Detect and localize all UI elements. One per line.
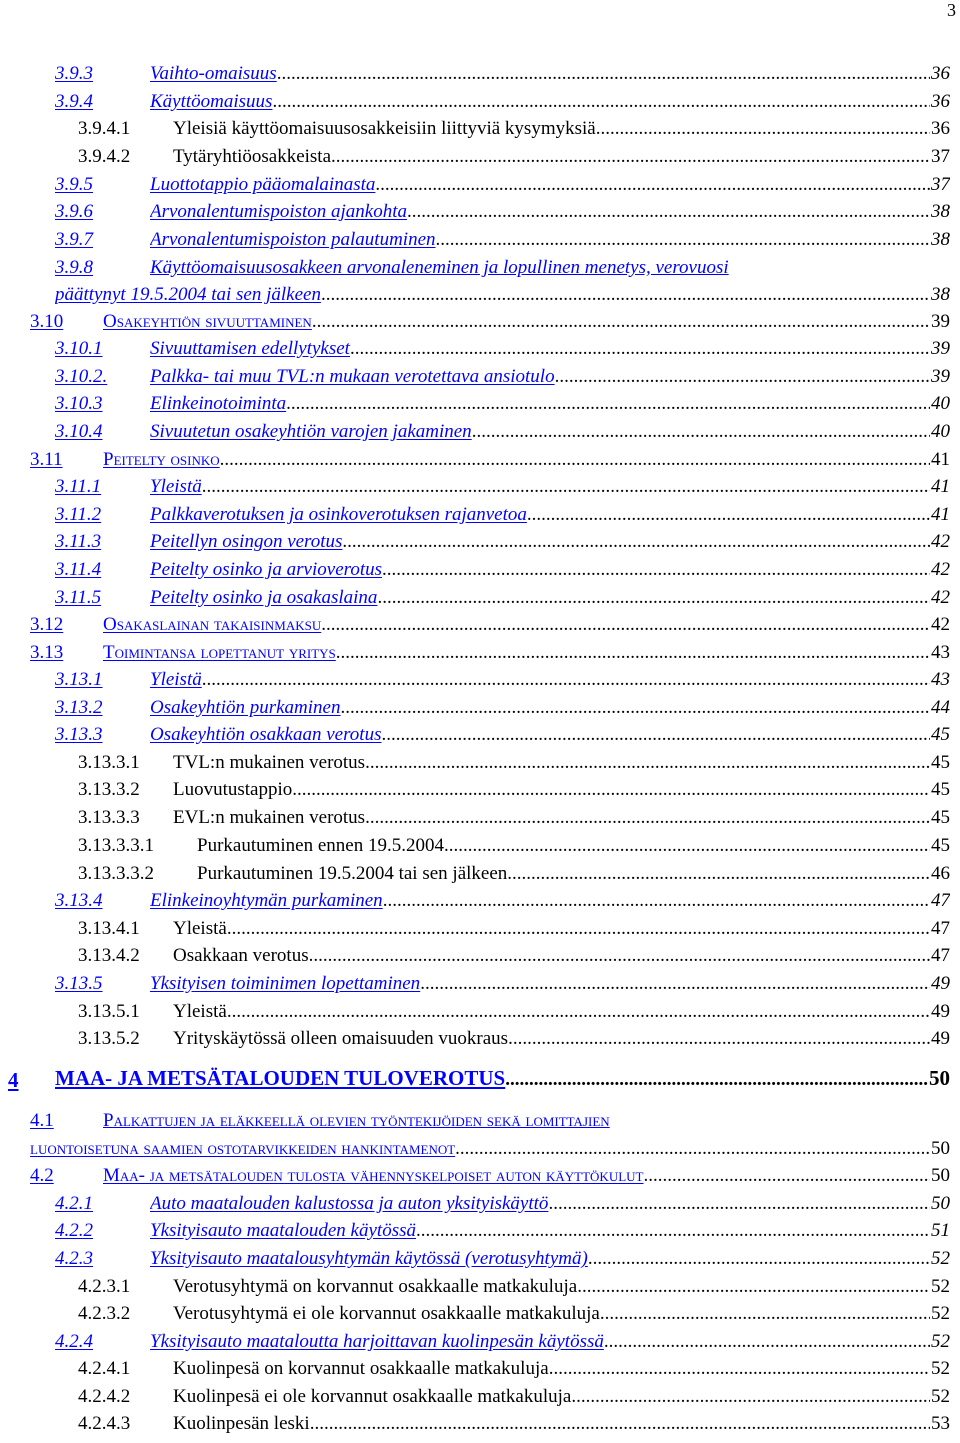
toc-entry-title[interactable]: Peitelty osinko: [103, 449, 220, 470]
dot-leader: [336, 642, 930, 664]
toc-entry-title[interactable]: luontoisetuna saamien ostotarvikkeiden hankintamenot: [30, 1138, 456, 1159]
toc-entry-title[interactable]: Yksityisauto maataloutta harjoittavan kuolinpesän käytössä: [150, 1331, 604, 1352]
dot-leader: [555, 366, 930, 388]
toc-entry-page-number: 49: [931, 1001, 950, 1022]
dot-leader: [342, 531, 930, 553]
toc-entry-title[interactable]: Osakeyhtiön purkaminen: [150, 697, 341, 718]
toc-entry[interactable]: [0, 227, 960, 253]
dot-leader: [220, 449, 930, 471]
toc-entry-page-number: 37: [931, 174, 950, 195]
toc-entry-number[interactable]: 3.13.3: [55, 724, 103, 745]
dot-leader: [527, 504, 930, 526]
toc-entry-number[interactable]: 3.9.5: [55, 174, 93, 195]
dot-leader: [381, 724, 930, 746]
toc-entry-page-number: 49: [931, 1028, 950, 1049]
dot-leader: [577, 1276, 930, 1298]
toc-entry-title[interactable]: Osakeyhtiön sivuuttaminen: [103, 311, 312, 332]
toc-entry-page-number: 47: [931, 945, 950, 966]
toc-entry[interactable]: [0, 502, 960, 528]
toc-entry-title: Verotusyhtymä ei ole korvannut osakkaalle matkakuluja: [173, 1303, 600, 1324]
toc-entry: [0, 1384, 960, 1410]
dot-leader: [377, 587, 930, 609]
toc-entry-page-number: 50: [931, 1193, 950, 1214]
toc-entry-title: Osakkaan verotus: [173, 945, 309, 966]
toc-entry: [0, 144, 960, 170]
toc-entry-page-number: 45: [931, 779, 950, 800]
toc-entry-page-number: 43: [931, 669, 950, 690]
toc-entry-number: 4.2.4.2: [78, 1386, 131, 1407]
toc-entry-page-number: 52: [931, 1358, 950, 1379]
toc-entry-title: Purkautuminen ennen 19.5.2004: [197, 835, 444, 856]
toc-entry: [0, 805, 960, 831]
toc-entry-number[interactable]: 3.11.2: [55, 504, 102, 525]
toc-entry[interactable]: [0, 1067, 960, 1093]
dot-leader: [436, 229, 930, 251]
toc-entry-title: Kuolinpesä ei ole korvannut osakkaalle matkakuluja: [173, 1386, 572, 1407]
toc-entry-number: 3.9.4.1: [78, 118, 131, 139]
toc-entry-title[interactable]: Palkka- tai muu TVL:n mukaan verotettava ansiotulo: [150, 366, 555, 387]
toc-entry-page-number: 39: [931, 311, 950, 332]
toc-entry-title: Yleisiä käyttöomaisuusosakkeisiin liittyviä kysymyksiä: [173, 118, 596, 139]
toc-entry-number: 3.13.4.1: [78, 918, 140, 939]
toc-entry: [0, 777, 960, 803]
toc-entry-number[interactable]: 3.9.7: [55, 229, 93, 250]
toc-entry[interactable]: [0, 1329, 960, 1355]
toc-entry-title[interactable]: Peitelty osinko ja osakaslaina: [150, 587, 378, 608]
dot-leader: [365, 752, 930, 774]
dot-leader: [505, 1069, 928, 1091]
toc-entry[interactable]: [0, 447, 960, 473]
toc-entry[interactable]: [0, 61, 960, 87]
toc-entry-number[interactable]: 4: [8, 1068, 19, 1092]
dot-leader: [507, 863, 930, 885]
toc-entry-page-number: 46: [931, 863, 950, 884]
toc-entry-number[interactable]: 3.10.4: [55, 421, 103, 442]
dot-leader: [309, 945, 930, 967]
toc-entry-page-number: 42: [931, 614, 950, 635]
toc-entry-title: Yrityskäytössä olleen omaisuuden vuokraus: [173, 1028, 509, 1049]
toc-entry-page-number: 52: [931, 1386, 950, 1407]
toc-entry: [0, 1026, 960, 1052]
dot-leader: [310, 1413, 930, 1435]
toc-entry-title: Yleistä: [173, 1001, 227, 1022]
toc-entry-number[interactable]: 4.2: [30, 1165, 54, 1186]
dot-leader: [549, 1358, 930, 1380]
toc-entry-page-number: 38: [931, 201, 950, 222]
toc-entry-number: 4.2.3.1: [78, 1276, 131, 1297]
toc-entry-page-number: 50: [931, 1165, 950, 1186]
toc-entry[interactable]: [0, 336, 960, 362]
toc-entry-title[interactable]: Maa- ja metsätalouden tulosta vähennyskelpoiset auton käyttökulut: [103, 1165, 644, 1186]
toc-entry[interactable]: [0, 1218, 960, 1244]
toc-entry-title: Kuolinpesän leski: [173, 1413, 310, 1434]
toc-entry-page-number: 50: [931, 1138, 950, 1159]
toc-entry-page-number: 42: [931, 587, 950, 608]
dot-leader: [321, 284, 930, 306]
toc-entry[interactable]: [0, 419, 960, 445]
toc-entry-title[interactable]: Yleistä: [150, 476, 202, 497]
toc-entry-title[interactable]: Osakaslainan takaisinmaksu: [103, 614, 322, 635]
dot-leader: [444, 835, 930, 857]
toc-entry[interactable]: [0, 529, 960, 555]
toc-entry-title[interactable]: Palkkaverotuksen ja osinkoverotuksen rajanvetoa: [150, 504, 527, 525]
toc-entry[interactable]: [0, 1136, 960, 1162]
toc-entry-title[interactable]: Toimintansa lopettanut yritys: [103, 642, 336, 663]
toc-entry-page-number: 51: [931, 1220, 950, 1241]
dot-leader: [600, 1303, 930, 1325]
toc-entry-number[interactable]: 3.11.3: [55, 531, 102, 552]
dot-leader: [202, 669, 930, 691]
toc-entry-page-number: 41: [931, 476, 950, 497]
toc-entry-title[interactable]: päättynyt 19.5.2004 tai sen jälkeen: [55, 284, 321, 305]
page-number: 3: [947, 0, 956, 20]
toc-entry-first-line[interactable]: [0, 255, 960, 281]
toc-entry[interactable]: [0, 1191, 960, 1217]
toc-entry-page-number: 45: [931, 835, 950, 856]
toc-entry-page-number: 52: [931, 1248, 950, 1269]
dot-leader: [227, 1001, 930, 1023]
toc-entry-number: 3.13.3.1: [78, 752, 140, 773]
toc-entry-number: 3.13.3.3.2: [78, 863, 154, 884]
toc-entry-title: Luovutustappio: [173, 779, 293, 800]
toc-entry-number: 4.2.3.2: [78, 1303, 131, 1324]
dot-leader: [202, 476, 930, 498]
toc-entry-page-number: 43: [931, 642, 950, 663]
dot-leader: [382, 559, 930, 581]
toc-entry-title: Verotusyhtymä on korvannut osakkaalle matkakuluja: [173, 1276, 578, 1297]
toc-entry-number[interactable]: 3.13.2: [55, 697, 103, 718]
toc-entry[interactable]: [0, 971, 960, 997]
toc-entry-title: Purkautuminen 19.5.2004 tai sen jälkeen: [197, 863, 508, 884]
dot-leader: [292, 779, 930, 801]
toc-entry-page-number: 42: [931, 559, 950, 580]
toc-entry: [0, 999, 960, 1025]
toc-entry-title[interactable]: Käyttöomaisuusosakkeen arvonaleneminen ja lopullinen menetys, verovuosi: [150, 257, 729, 278]
toc-entry-number[interactable]: 3.9.3: [55, 63, 93, 84]
dot-leader: [643, 1165, 930, 1187]
dot-leader: [350, 338, 930, 360]
toc-entry[interactable]: [0, 282, 960, 308]
toc-entry[interactable]: [0, 1246, 960, 1272]
toc-entry-page-number: 52: [931, 1276, 950, 1297]
dot-leader: [420, 973, 930, 995]
toc-entry[interactable]: [0, 722, 960, 748]
dot-leader: [604, 1331, 930, 1353]
toc-entry[interactable]: [0, 474, 960, 500]
toc-entry-number[interactable]: 4.1: [30, 1110, 54, 1131]
toc-entry-title[interactable]: Luottotappio pääomalainasta: [150, 174, 376, 195]
toc-entry: [0, 116, 960, 142]
toc-entry-page-number: 45: [931, 752, 950, 773]
toc-entry[interactable]: [0, 640, 960, 666]
dot-leader: [312, 311, 930, 333]
toc-entry-number[interactable]: 3.11.1: [55, 476, 102, 497]
toc-entry[interactable]: [0, 667, 960, 693]
dot-leader: [571, 1386, 930, 1408]
toc-entry-page-number: 40: [931, 393, 950, 414]
toc-entry-title[interactable]: Elinkeinoyhtymän purkaminen: [150, 890, 383, 911]
toc-entry[interactable]: [0, 888, 960, 914]
dot-leader: [272, 91, 930, 113]
toc-entry-title: Yleistä: [173, 918, 227, 939]
toc-entry-number[interactable]: 3.9.6: [55, 201, 93, 222]
toc-entry-number[interactable]: 3.9.8: [55, 257, 93, 278]
dot-leader: [331, 146, 930, 168]
dot-leader: [375, 174, 930, 196]
toc-entry-page-number: 44: [931, 697, 950, 718]
toc-entry-number[interactable]: 3.11.5: [55, 587, 102, 608]
dot-leader: [227, 918, 930, 940]
toc-entry-title[interactable]: Arvonalentumispoiston palautuminen: [150, 229, 436, 250]
toc-entry-page-number: 37: [931, 146, 950, 167]
toc-entry-page-number: 40: [931, 421, 950, 442]
toc-entry-number[interactable]: 4.2.1: [55, 1193, 93, 1214]
toc-entry-page-number: 36: [931, 63, 950, 84]
toc-entry-title[interactable]: Yleistä: [150, 669, 202, 690]
toc-entry-title[interactable]: Osakeyhtiön osakkaan verotus: [150, 724, 382, 745]
toc-entry[interactable]: [0, 612, 960, 638]
toc-entry-number[interactable]: 3.9.4: [55, 91, 93, 112]
toc-entry[interactable]: [0, 695, 960, 721]
toc-entry: [0, 1301, 960, 1327]
toc-entry-page-number: 47: [931, 918, 950, 939]
toc-entry[interactable]: [0, 309, 960, 335]
toc-entry-number: 3.13.5.1: [78, 1001, 140, 1022]
toc-entry-number[interactable]: 3.11.4: [55, 559, 102, 580]
toc-entry-number[interactable]: 3.13.1: [55, 669, 103, 690]
toc-entry-number[interactable]: 4.2.4: [55, 1331, 93, 1352]
toc-entry-number: 3.13.3.2: [78, 779, 140, 800]
toc-entry-number: 3.13.3.3.1: [78, 835, 154, 856]
toc-entry-number: 3.13.3.3: [78, 807, 140, 828]
dot-leader: [548, 1193, 930, 1215]
toc-entry-page-number: 36: [931, 118, 950, 139]
toc-entry: [0, 943, 960, 969]
toc-entry-page-number: 49: [931, 973, 950, 994]
toc-entry-title[interactable]: Sivuuttamisen edellytykset: [150, 338, 350, 359]
dot-leader: [277, 63, 930, 85]
toc-entry: [0, 1356, 960, 1382]
toc-entry: [0, 861, 960, 887]
toc-entry-title[interactable]: Arvonalentumispoiston ajankohta: [150, 201, 408, 222]
toc-entry: [0, 916, 960, 942]
toc-entry-title[interactable]: Palkattujen ja eläkkeellä olevien työntekijöiden sekä lomittajien: [103, 1110, 610, 1131]
toc-entry: [0, 833, 960, 859]
toc-entry[interactable]: [0, 391, 960, 417]
toc-entry[interactable]: [0, 364, 960, 390]
toc-entry-number[interactable]: 3.10.3: [55, 393, 103, 414]
toc-entry-number[interactable]: 4.2.3: [55, 1248, 93, 1269]
toc-entry-title: Tytäryhtiöosakkeista: [173, 146, 332, 167]
toc-entry-title[interactable]: Peitellyn osingon verotus: [150, 531, 343, 552]
toc-entry-number[interactable]: 3.11: [30, 449, 63, 470]
toc-entry-page-number: 41: [931, 504, 950, 525]
toc-entry-title[interactable]: Yksityisen toiminimen lopettaminen: [150, 973, 421, 994]
toc-entry-page-number: 38: [931, 284, 950, 305]
toc-entry[interactable]: [0, 89, 960, 115]
toc-entry-number: 3.9.4.2: [78, 146, 131, 167]
toc-entry-page-number: 52: [931, 1331, 950, 1352]
toc-entry-title[interactable]: Yksityisauto maatalousyhtymän käytössä (verotusyhtymä): [150, 1248, 588, 1269]
toc-entry-number[interactable]: 3.10.1: [55, 338, 103, 359]
dot-leader: [365, 807, 930, 829]
toc-entry-title[interactable]: Elinkeinotoiminta: [150, 393, 287, 414]
toc-entry-page-number: 39: [931, 366, 950, 387]
dot-leader: [472, 421, 930, 443]
toc-entry-page-number: 36: [931, 91, 950, 112]
toc-entry: [0, 750, 960, 776]
toc-entry-page-number: 53: [931, 1413, 950, 1434]
toc-entry-number[interactable]: 3.13: [30, 642, 64, 663]
toc-entry-title[interactable]: Vaihto-omaisuus: [150, 63, 277, 84]
dot-leader: [286, 393, 930, 415]
toc-entry-first-line[interactable]: [0, 1108, 960, 1134]
toc-entry[interactable]: [0, 199, 960, 225]
toc-entry[interactable]: [0, 172, 960, 198]
toc-entry-number: 4.2.4.1: [78, 1358, 131, 1379]
toc-entry-title[interactable]: Auto maatalouden kalustossa ja auton yksityiskäyttö: [150, 1193, 549, 1214]
toc-entry-title[interactable]: Sivuutetun osakeyhtiön varojen jakaminen: [150, 421, 472, 442]
toc-entry: [0, 1274, 960, 1300]
dot-leader: [508, 1028, 930, 1050]
toc-entry-page-number: 38: [931, 229, 950, 250]
toc-entry-number[interactable]: 4.2.2: [55, 1220, 93, 1241]
toc-entry[interactable]: [0, 585, 960, 611]
toc-entry-title: TVL:n mukainen verotus: [173, 752, 366, 773]
toc-entry-title[interactable]: Käyttöomaisuus: [150, 91, 273, 112]
toc-entry-number: 4.2.4.3: [78, 1413, 131, 1434]
toc-entry-page-number: 47: [931, 890, 950, 911]
dot-leader: [596, 118, 930, 140]
toc-entry-title: EVL:n mukainen verotus: [173, 807, 366, 828]
toc-entry-number: 3.13.4.2: [78, 945, 140, 966]
dot-leader: [321, 614, 930, 636]
dot-leader: [588, 1248, 930, 1270]
toc-entry: [0, 1411, 960, 1437]
dot-leader: [455, 1138, 930, 1160]
toc-entry-page-number: 41: [931, 449, 950, 470]
toc-entry-title: Kuolinpesä on korvannut osakkaalle matkakuluja: [173, 1358, 549, 1379]
dot-leader: [416, 1220, 930, 1242]
toc-entry-title[interactable]: Yksityisauto maatalouden käytössä: [150, 1220, 416, 1241]
dot-leader: [407, 201, 930, 223]
toc-entry-number[interactable]: 3.13.4: [55, 890, 103, 911]
toc-entry-number[interactable]: 3.13.5: [55, 973, 103, 994]
dot-leader: [340, 697, 930, 719]
toc-entry-page-number: 50: [929, 1067, 950, 1090]
toc-entry-page-number: 45: [931, 724, 950, 745]
toc-entry-title[interactable]: Peitelty osinko ja arvioverotus: [150, 559, 382, 580]
dot-leader: [383, 890, 930, 912]
toc-entry-title[interactable]: MAA- JA METSÄTALOUDEN TULOVEROTUS: [55, 1067, 506, 1090]
toc-entry[interactable]: [0, 557, 960, 583]
toc-entry-page-number: 42: [931, 531, 950, 552]
toc-entry-page-number: 52: [931, 1303, 950, 1324]
toc-entry-number[interactable]: 3.12: [30, 614, 64, 635]
toc-entry-page-number: 39: [931, 338, 950, 359]
toc-entry[interactable]: [0, 1163, 960, 1189]
toc-entry-page-number: 45: [931, 807, 950, 828]
toc-entry-number: 3.13.5.2: [78, 1028, 140, 1049]
toc-entry-number[interactable]: 3.10: [30, 311, 64, 332]
toc-entry-number[interactable]: 3.10.2.: [55, 366, 108, 387]
